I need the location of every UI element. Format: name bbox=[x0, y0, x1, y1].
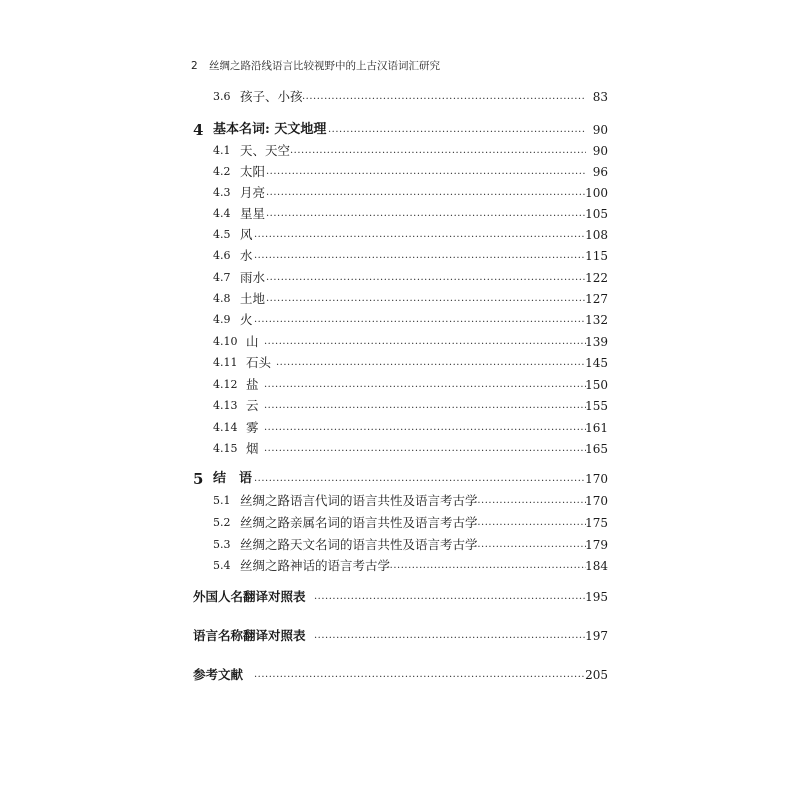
toc-entry[interactable] bbox=[0, 492, 800, 510]
toc-entry-number: 5.4 bbox=[213, 559, 231, 572]
toc-entry-title: 丝绸之路神话的语言考古学 bbox=[240, 558, 391, 573]
toc-entry-page: 83 bbox=[592, 90, 608, 104]
toc-section-title: 结 语 bbox=[213, 471, 253, 486]
toc-entry[interactable] bbox=[0, 514, 800, 532]
toc-leader-dots bbox=[276, 354, 586, 372]
toc-entry[interactable] bbox=[0, 397, 800, 415]
toc-section-page: 90 bbox=[592, 123, 608, 137]
toc-entry-title: 雾 bbox=[246, 420, 259, 435]
toc-leader-dots bbox=[264, 419, 586, 437]
toc-entry-title: 烟 bbox=[246, 441, 259, 456]
toc-leader-dots bbox=[266, 163, 586, 181]
toc-leader-dots bbox=[254, 666, 586, 684]
running-head bbox=[191, 58, 440, 73]
toc-entry-number: 4.14 bbox=[213, 421, 238, 434]
toc-section-number: 5 bbox=[193, 470, 204, 488]
toc-leader-dots bbox=[290, 142, 586, 160]
toc-entry-page: 122 bbox=[585, 271, 608, 285]
toc-entry-number: 4.7 bbox=[213, 271, 231, 284]
toc-entry[interactable] bbox=[0, 419, 800, 437]
toc-leader-dots bbox=[264, 376, 586, 394]
toc-leader-dots bbox=[302, 88, 586, 106]
toc-entry-number: 4.5 bbox=[213, 228, 231, 241]
toc-leader-dots bbox=[254, 470, 586, 488]
toc-entry[interactable] bbox=[0, 536, 800, 554]
toc-entry[interactable] bbox=[0, 88, 800, 106]
toc-section-page: 170 bbox=[585, 472, 608, 486]
toc-entry-page: 127 bbox=[585, 292, 608, 306]
toc-entry-title: 孩子、小孩 bbox=[240, 89, 303, 104]
toc-entry[interactable] bbox=[0, 163, 800, 181]
toc-entry[interactable] bbox=[0, 142, 800, 160]
toc-appendix[interactable] bbox=[0, 588, 800, 606]
toc-entry-number: 4.13 bbox=[213, 399, 238, 412]
toc-entry-page: 179 bbox=[585, 538, 608, 552]
toc-entry-number: 5.1 bbox=[213, 494, 231, 507]
toc-section-number: 4 bbox=[193, 121, 204, 139]
toc-entry-title: 云 bbox=[246, 398, 259, 413]
toc-entry-number: 4.9 bbox=[213, 313, 231, 326]
toc-entry-page: 175 bbox=[585, 516, 608, 530]
toc-entry[interactable] bbox=[0, 557, 800, 575]
toc-entry-page: 139 bbox=[585, 335, 608, 349]
toc-entry-page: 96 bbox=[592, 165, 608, 179]
toc-appendix-title: 外国人名翻译对照表 bbox=[193, 589, 306, 604]
toc-entry-number: 5.2 bbox=[213, 516, 231, 529]
toc-entry-page: 108 bbox=[585, 228, 608, 242]
toc-entry-number: 4.10 bbox=[213, 335, 238, 348]
toc-entry-number: 4.6 bbox=[213, 249, 231, 262]
toc-appendix[interactable] bbox=[0, 666, 800, 684]
toc-entry-title: 天、天空 bbox=[240, 143, 291, 158]
toc-leader-dots bbox=[264, 333, 586, 351]
toc-appendix-page: 197 bbox=[585, 629, 608, 643]
toc-leader-dots bbox=[264, 397, 586, 415]
toc-entry-title: 丝绸之路语言代词的语言共性及语言考古学 bbox=[240, 493, 478, 508]
toc-entry-title: 太阳 bbox=[240, 164, 266, 179]
toc-leader-dots bbox=[254, 311, 586, 329]
running-head-page-number: 2 bbox=[191, 60, 198, 72]
toc-appendix-title: 语言名称翻译对照表 bbox=[193, 628, 306, 643]
toc-leader-dots bbox=[264, 440, 586, 458]
toc-entry-page: 100 bbox=[585, 186, 608, 200]
toc-entry-number: 4.3 bbox=[213, 186, 231, 199]
toc-entry-title: 火 bbox=[240, 312, 253, 327]
toc-entry[interactable] bbox=[0, 376, 800, 394]
toc-section[interactable] bbox=[0, 121, 800, 139]
toc-appendix-page: 205 bbox=[585, 668, 608, 682]
toc-leader-dots bbox=[266, 269, 586, 287]
toc-entry-number: 4.4 bbox=[213, 207, 231, 220]
toc-leader-dots bbox=[314, 588, 586, 606]
toc-appendix[interactable] bbox=[0, 627, 800, 645]
toc-entry-number: 4.11 bbox=[213, 356, 238, 369]
toc-entry-number: 4.1 bbox=[213, 144, 231, 157]
toc-section-title: 基本名词: 天文地理 bbox=[213, 122, 327, 137]
toc-entry-number: 5.3 bbox=[213, 538, 231, 551]
toc-appendix-title: 参考文献 bbox=[193, 667, 244, 682]
toc-entry-page: 161 bbox=[585, 421, 608, 435]
toc-entry-title: 丝绸之路天文名词的语言共性及语言考古学 bbox=[240, 537, 478, 552]
toc-entry-title: 风 bbox=[240, 227, 253, 242]
toc-entry-number: 4.15 bbox=[213, 442, 238, 455]
toc-entry-number: 4.2 bbox=[213, 165, 231, 178]
toc-leader-dots bbox=[314, 627, 586, 645]
toc-entry-title: 雨水 bbox=[240, 270, 266, 285]
toc-leader-dots bbox=[328, 121, 586, 139]
toc-leader-dots bbox=[254, 247, 586, 265]
toc-entry-title: 山 bbox=[246, 334, 259, 349]
toc-entry[interactable] bbox=[0, 354, 800, 372]
toc-leader-dots bbox=[266, 184, 586, 202]
toc-entry-page: 165 bbox=[585, 442, 608, 456]
toc-appendix-page: 195 bbox=[585, 590, 608, 604]
toc-entry[interactable] bbox=[0, 269, 800, 287]
toc-entry-page: 150 bbox=[585, 378, 608, 392]
toc-entry-page: 132 bbox=[585, 313, 608, 327]
toc-entry-title: 星星 bbox=[240, 206, 266, 221]
toc-entry[interactable] bbox=[0, 184, 800, 202]
toc-entry-page: 145 bbox=[585, 356, 608, 370]
toc-leader-dots bbox=[254, 226, 586, 244]
toc-entry-number: 4.8 bbox=[213, 292, 231, 305]
toc-leader-dots bbox=[266, 290, 586, 308]
toc-entry-number: 4.12 bbox=[213, 378, 238, 391]
toc-leader-dots bbox=[386, 557, 586, 575]
toc-entry-page: 184 bbox=[585, 559, 608, 573]
toc-entry-title: 丝绸之路亲属名词的语言共性及语言考古学 bbox=[240, 515, 478, 530]
toc-entry-title: 月亮 bbox=[240, 185, 266, 200]
running-head-title: 丝绸之路沿线语言比较视野中的上古汉语词汇研究 bbox=[209, 60, 441, 72]
toc-entry-page: 90 bbox=[592, 144, 608, 158]
toc-entry-number: 3.6 bbox=[213, 90, 231, 103]
toc-entry[interactable] bbox=[0, 290, 800, 308]
toc-entry-title: 石头 bbox=[246, 355, 272, 370]
toc-entry[interactable] bbox=[0, 440, 800, 458]
toc-entry-page: 155 bbox=[585, 399, 608, 413]
toc-leader-dots bbox=[266, 205, 586, 223]
toc-entry[interactable] bbox=[0, 226, 800, 244]
toc-entry[interactable] bbox=[0, 311, 800, 329]
toc-entry-page: 170 bbox=[585, 494, 608, 508]
toc-entry-title: 土地 bbox=[240, 291, 266, 306]
toc-section[interactable] bbox=[0, 470, 800, 488]
toc-entry-title: 水 bbox=[240, 248, 253, 263]
toc-entry-page: 105 bbox=[585, 207, 608, 221]
toc-entry[interactable] bbox=[0, 205, 800, 223]
toc-entry[interactable] bbox=[0, 247, 800, 265]
toc-entry-page: 115 bbox=[585, 249, 608, 263]
toc-entry[interactable] bbox=[0, 333, 800, 351]
toc-entry-title: 盐 bbox=[246, 377, 259, 392]
